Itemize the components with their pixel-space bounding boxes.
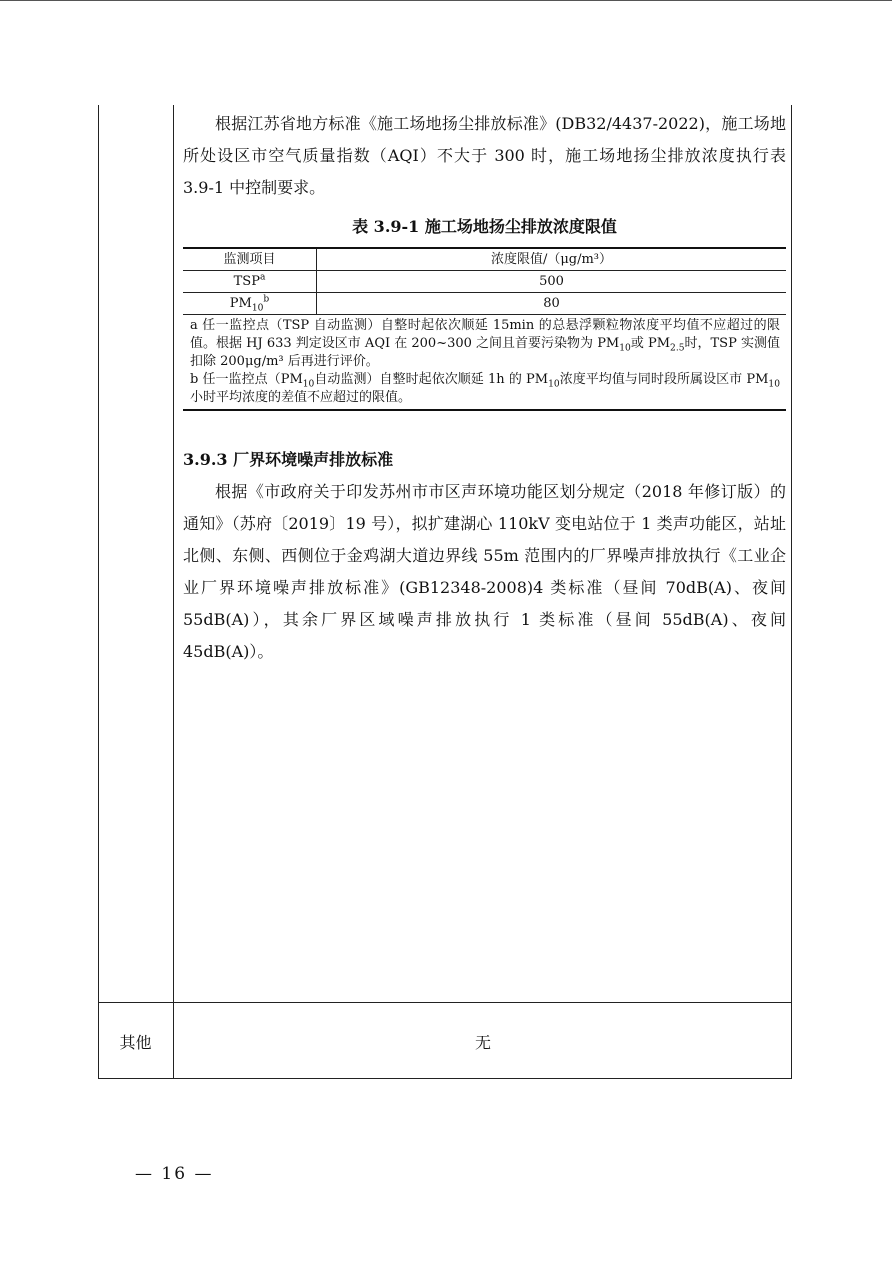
row-item-tsp: TSP$^a$	[183, 271, 317, 293]
row-item-pm10: $PM_{10}^b$	[183, 293, 317, 315]
table-notes	[183, 315, 786, 411]
column-divider	[173, 105, 174, 1079]
note-b: b 任一监控点（$PM_{10}$自动监测）自整时起依次顺延 1h 的 $PM_{10}$浓度平均值与同时段所属设区市 $PM_{10}$小时平均浓度的差值不应超过的限值。	[190, 372, 780, 405]
table-row	[183, 293, 786, 315]
table-row	[183, 271, 786, 293]
row-limit-pm10: 80	[317, 293, 787, 315]
header-item: 监测项目	[183, 248, 317, 271]
noise-paragraph: 根据《市政府关于印发苏州市市区声环境功能区划分规定（2018 年修订版）的通知》（苏府〔2019〕19 号），拟扩建湖心 110kV 变电站位于 1 类声功能区，站址北侧、东侧、西侧位于金鸡湖大道边界线 55m 范围内的厂界噪声排放执行《工业企业厂界环境噪声排放标准》(GB12348-2008)4 类标准（昼间 70dB(A)、夜间 55dB(A)），其余厂界区域噪声排放执行 1 类标准（昼间 55dB(A)、夜间 45dB(A)）。	[183, 482, 786, 661]
intro-paragraph: 根据江苏省地方标准《施工场地扬尘排放标准》(DB32/4437-2022)，施工场地所处设区市空气质量指数（AQI）不大于 300 时，施工场地扬尘排放浓度执行表 3.9-1 中控制要求。	[183, 114, 786, 197]
dust-limit-table	[183, 247, 786, 315]
section-heading: 3.9.3 厂界环境噪声排放标准	[183, 450, 394, 469]
other-label: 其他	[119, 1032, 152, 1052]
header-limit: 浓度限值/（μg/m³）	[317, 248, 787, 271]
note-a: a 任一监控点（TSP 自动监测）自整时起依次顺延 15min 的总悬浮颗粒物浓度平均值不应超过的限值。根据 HJ 633 判定设区市 AQI 在 200~300 之间且首要污染物为 $PM_{10}$或 $PM_{2.5}$时，TSP 实测值扣除 200μg/m³ 后再进行评价。	[190, 318, 780, 369]
table-title: 表 3.9-1 施工场地扬尘排放浓度限值	[352, 217, 617, 236]
page-number: — 16 —	[135, 1164, 214, 1184]
top-rule	[0, 0, 892, 1]
content-cell	[183, 108, 786, 668]
row-limit-tsp: 500	[317, 271, 787, 293]
table-header-row	[183, 248, 786, 271]
other-value: 无	[474, 1032, 491, 1052]
